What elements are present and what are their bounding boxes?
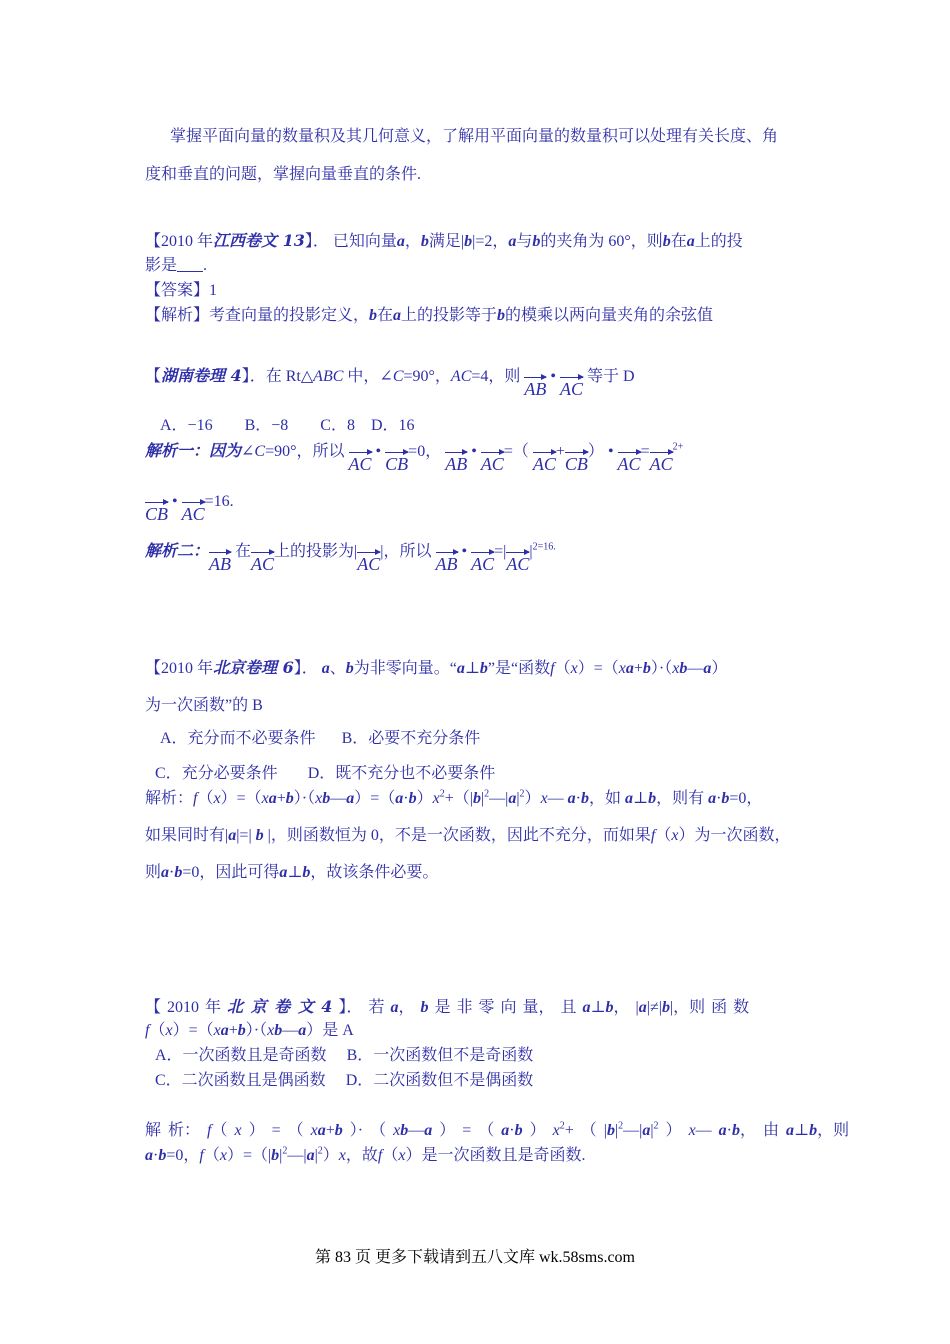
q1-analysis: 【解析】考查向量的投影定义，b在a上的投影等于b的模乘以两向量夹角的余弦值 xyxy=(145,307,714,324)
q2-solution-2: 解析二：AB 在AC上的投影为|AC|，所以 AB • $AC=|AC|^{2=16.}$ xyxy=(145,541,556,574)
q3-line-1: 【2010 年北京卷理 6】． a、b为非零向量。“a⊥b”是“函数f（x）=（xa+b）·（xb—a） xyxy=(145,658,728,677)
q4-solution-2: a·b=0，$f(x)=(|b|^2—|a|^2)x$，故f（x）是一次函数且是奇函数. xyxy=(145,1145,586,1164)
q2-source: 湖南卷理 4 xyxy=(161,366,242,385)
q2-line-1: 【湖南卷理 4】．在 Rt△ABC 中，∠C=90°，AC=4，则 AB • AC 等于 D xyxy=(145,366,635,399)
q4-line-2: f（x）=（xa+b）·（xb—a）是 A xyxy=(145,1022,354,1039)
q4-source: 北 京 卷 文 4 xyxy=(227,997,333,1016)
vector-ac: AC xyxy=(560,374,583,398)
answer-blank xyxy=(177,257,203,272)
q3-solution-3: 则a·b=0，因此可得a⊥b，故该条件必要。 xyxy=(145,864,439,881)
page-footer: 第 83 页 更多下载请到五八文库 wk.58sms.com xyxy=(314,1249,635,1266)
q3-options-cd: C．充分必要条件 D．既不充分也不必要条件 xyxy=(155,765,496,782)
q3-options-ab: A．充分而不必要条件 B．必要不充分条件 xyxy=(160,730,481,747)
q4-line-1: 【 2010 年 北 京 卷 文 4 】． 若 a， b 是 非 零 向 量， 且 a⊥b， |a|≠|b|，则 函 数 xyxy=(145,997,750,1016)
q2-solution-1: 解析一：因为∠C=90°，所以 AC • CB=0， AB • AC=（ AC+CB） • $AC=AC^{2+}$ xyxy=(145,441,684,474)
q1-line-2: 影是 . xyxy=(145,257,208,274)
q1-source: 江西卷文 13 xyxy=(213,231,305,250)
q2-options: A．−16 B．−8 C．8 D．16 xyxy=(160,417,415,434)
q3-solution-2: 如果同时有|a|=| b |，则函数恒为 0，不是一次函数，因此不充分，而如果f（x）为一次函数， xyxy=(145,827,791,844)
q3-line-2: 为一次函数”的 B xyxy=(145,697,263,714)
q3-source: 北京卷理 6 xyxy=(213,658,294,677)
intro-line-2: 度和垂直的问题，掌握向量垂直的条件. xyxy=(145,166,422,183)
q2-solution-1-cont: CB • AC=16. xyxy=(145,493,234,524)
intro-line-1: 掌握平面向量的数量积及其几何意义，了解用平面向量的数量积可以处理有关长度、角 xyxy=(170,128,779,145)
q4-options-ab: A．一次函数且是奇函数 B．一次函数但不是奇函数 xyxy=(155,1047,534,1064)
q1-answer: 【答案】1 xyxy=(145,282,218,299)
q4-solution-1: 解 析： f（ x ） = （ xa+b ）· （ xb—a ） = （ a·b ） $x^2+$ （ $|b|^2—|a|^2$ ） x— a·b， 由 a⊥b，则 xyxy=(145,1120,850,1139)
q4-options-cd: C．二次函数且是偶函数 D．二次函数但不是偶函数 xyxy=(155,1072,534,1089)
q1-line-1: 【2010 年江西卷文 13】． 已知向量a，b满足|b|=2，a与b的夹角为 60°，则b在a上的投 xyxy=(145,231,743,250)
vector-ab: AB xyxy=(524,374,546,398)
q3-solution-1: 解析：$f(x)=(xa+b)\cdot(xb—a)=(a\cdot b)x^2+(|b|^2—|a|^2)x—$ a·b，如 a⊥b，则有 a·b=0， xyxy=(145,788,763,807)
